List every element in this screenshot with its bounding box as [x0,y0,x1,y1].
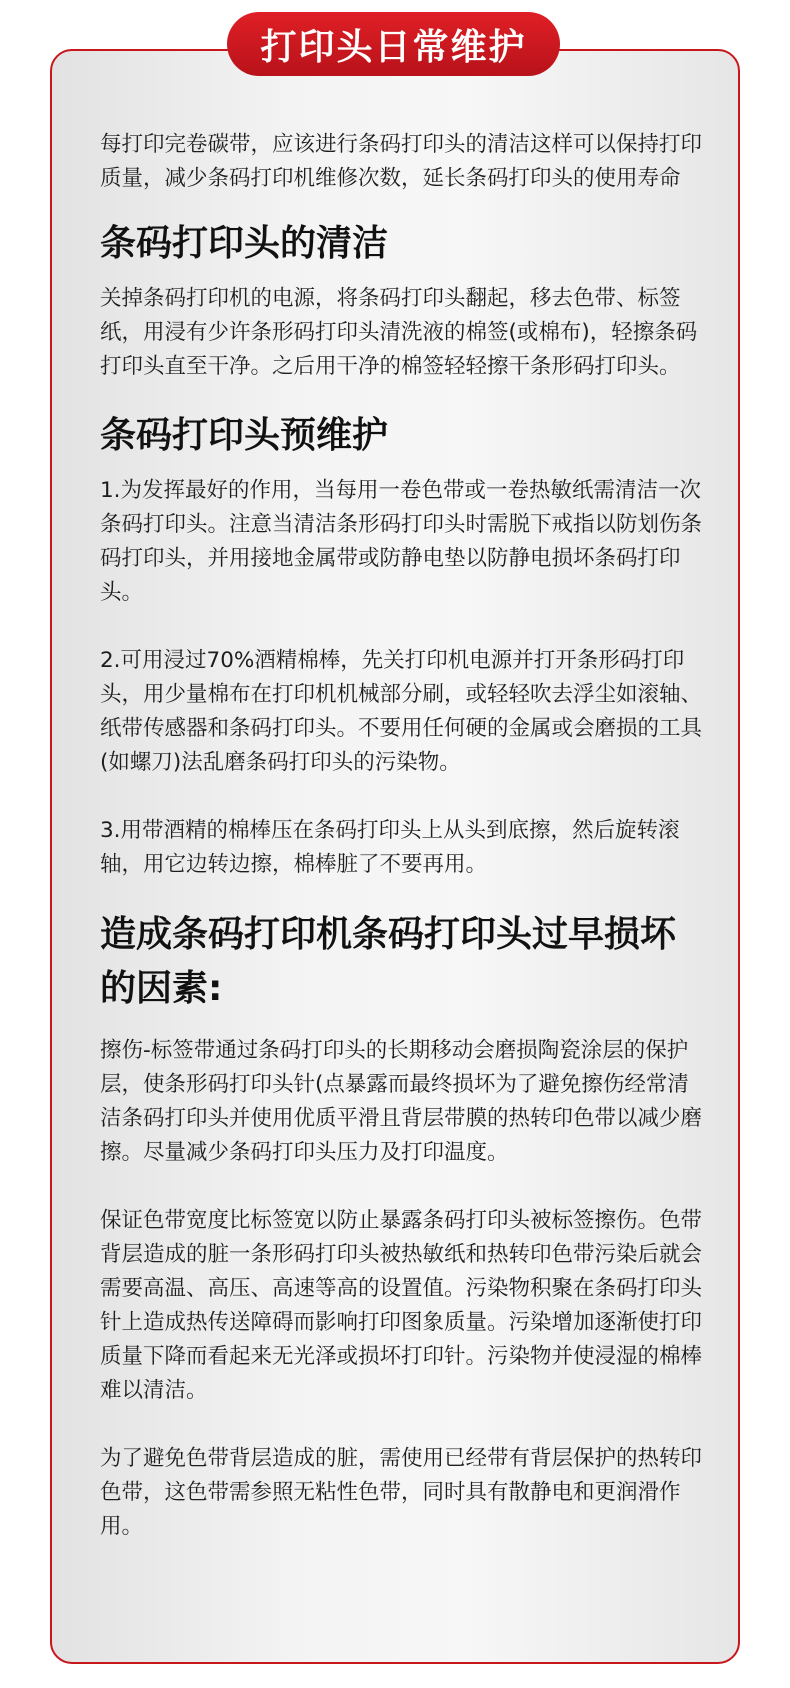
section-heading-cleaning: 条码打印头的清洁 [100,223,389,264]
damage-paragraph-1: 擦伤-标签带通过条码打印头的长期移动会磨损陶瓷涂层的保护层，使条形码打印头针(点暴露而最终损坏为了避免擦伤经常清洁条码打印头并使用优质平滑且背层带膜的热转印色带以减少磨擦。尽量减少条码打印头压力及打印温度。 [100,1038,703,1165]
paragraph-spacer [100,780,705,814]
paragraph-spacer [100,1408,705,1442]
section-heading-maintenance: 条码打印头预维护 [100,415,389,456]
paragraph-spacer [100,610,705,644]
maintenance-paragraph-2: 2.可用浸过70%酒精棉棒，先关打印机电源并打开条形码打印头，用少量棉布在打印机机械部分刷，或轻轻吹去浮尘如滚轴、纸带传感器和条码打印头。不要用任何硬的金属或会磨损的工具(如螺刀)法乱磨条码打印头的污染物。 [100,648,703,775]
cleaning-paragraph: 关掉条码打印机的电源，将条码打印头翻起，移去色带、标签纸，用浸有少许条形码打印头清洗液的棉签(或棉布)，轻擦条码打印头直至干净。之后用干净的棉签轻轻擦干条形码打印头。 [100,286,698,379]
page-title: 打印头日常维护 [227,12,560,76]
intro-paragraph: 每打印完卷碳带，应该进行条码打印头的清洁这样可以保持打印质量，减少条码打印机维修次数，延长条码打印头的使用寿命 [100,132,703,191]
damage-paragraph-3: 为了避免色带背层造成的脏，需使用已经带有背层保护的热转印色带，这色带需参照无粘性色带，同时具有散静电和更润滑作用。 [100,1446,703,1539]
damage-paragraph-2: 保证色带宽度比标签宽以防止暴露条码打印头被标签擦伤。色带背层造成的脏一条形码打印头被热敏纸和热转印色带污染后就会需要高温、高压、高速等高的设置值。污染物积聚在条码打印头针上造成热传送障碍而影响打印图象质量。污染增加逐渐使打印质量下降而看起来无光泽或损坏打印针。污染物并使浸湿的棉棒难以清洁。 [100,1208,703,1403]
maintenance-paragraph-1: 1.为发挥最好的作用，当每用一卷色带或一卷热敏纸需清洁一次条码打印头。注意当清洁条形码打印头时需脱下戒指以防划伤条码打印头，并用接地金属带或防静电垫以防静电损坏条码打印头。 [100,478,703,605]
section-heading-damage-factors: 造成条码打印机条码打印头过早损坏的因素: [100,914,677,1009]
maintenance-paragraph-3: 3.用带酒精的棉棒压在条码打印头上从头到底擦，然后旋转滚轴，用它边转边擦，棉棒脏了不要再用。 [100,818,680,877]
paragraph-spacer [100,1170,705,1204]
article-body [100,128,705,1544]
